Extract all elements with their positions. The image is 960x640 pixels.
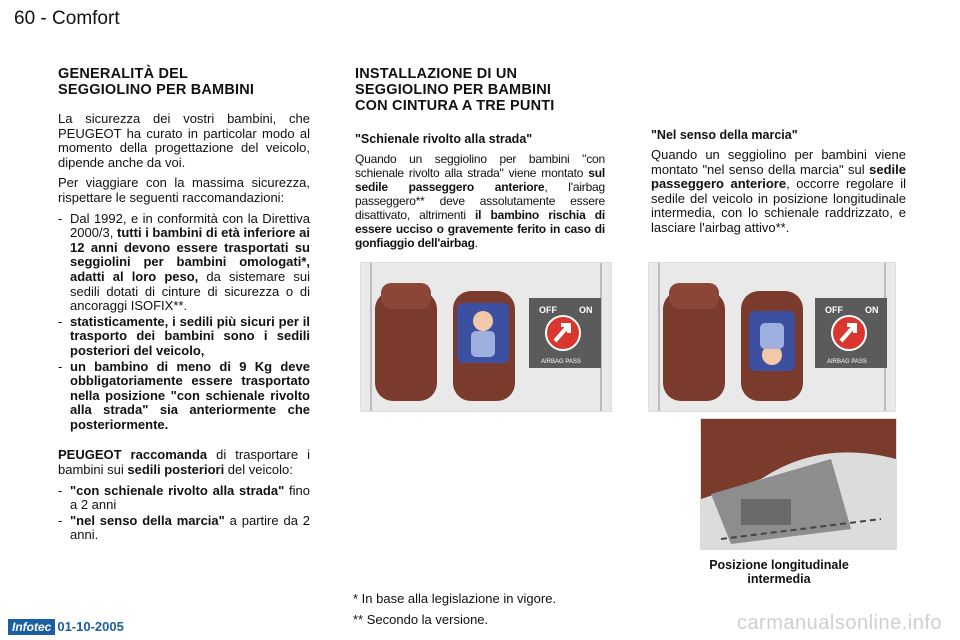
footer-date: 01-10-2005 [57, 619, 124, 634]
recommendation-paragraph: Per viaggiare con la massima sicurezza, rispettare le seguenti raccomandazioni: [58, 175, 310, 205]
page-number: 60 [14, 8, 36, 29]
general-title: GENERALITÀ DEL SEGGIOLINO PER BAMBINI [58, 66, 255, 98]
footnote-1: * In base alla legislazione in vigore. [353, 591, 557, 606]
rear-facing-illustration [360, 262, 612, 412]
off-label: OFF [825, 305, 843, 315]
forward-facing-car-diagram [649, 263, 895, 411]
footer [8, 618, 124, 636]
list-item: - Dal 1992, e in conformità con la Direttiva 2000/3, tutti i bambini di età inferiore ai 12 anni devono essere trasportati su seggiolini per bambini omologati*, adatti al loro peso, da sistemare sui sedili dotati di cinture di sicurezza o di ancoraggi ISOFIX**. [58, 210, 310, 314]
header-separator: - [40, 8, 47, 29]
off-label: OFF [539, 305, 557, 315]
rear-facing-subtitle: "Schienale rivolto alla strada" [355, 132, 533, 146]
airbag-label: AIRBAG PASS [541, 359, 581, 365]
rear-facing-paragraph: Quando un seggiolino per bambini "con schienale rivolto alla strada" viene montato sul sedile passeggero anteriore, l'airbag passeggero** deve assolutamente essere disattivato, altrimenti il bambino rischia di essere ucciso o gravemente ferito in caso di gonfiaggio dell'airbag. [355, 152, 605, 250]
seat-diagram [701, 419, 896, 549]
forward-facing-paragraph: Quando un seggiolino per bambini viene montato "nel senso della marcia" sul sedile passeggero anteriore, occorre regolare il sedile del veicolo in posizione longitudinale intermedia, con lo schienale raddrizzato, e lasciare l'airbag attivo**. [651, 147, 906, 235]
rules-list [58, 212, 310, 433]
on-label: ON [865, 305, 879, 315]
column-installation [355, 66, 605, 256]
list-item: - un bambino di meno di 9 Kg deve obbligatoriamente essere trasportato nella posizione "con schienale rivolto alla strada" sia anteriormente che posteriormente. [58, 358, 310, 432]
airbag-label: AIRBAG PASS [827, 359, 867, 365]
infotec-logo: Infotec [8, 619, 55, 635]
forward-facing-illustration [648, 262, 896, 412]
column-forward-facing [651, 128, 906, 242]
seat-position-illustration [700, 418, 897, 550]
section-title: Comfort [52, 8, 120, 29]
installation-title: INSTALLAZIONE DI UN SEGGIOLINO PER BAMBINI CON CINTURA A TRE PUNTI [355, 66, 555, 114]
list-item: - "con schienale rivolto alla strada" fino a 2 anni [58, 482, 310, 513]
intro-paragraph: La sicurezza dei vostri bambini, che PEUGEOT ha curato in particolar modo al momento della progettazione del veicolo, dipende anche da voi. [58, 111, 310, 170]
footnote-2: ** Secondo la versione. [353, 612, 489, 627]
list-item: - "nel senso della marcia" a partire da 2 anni. [58, 512, 311, 543]
rear-facing-car-diagram [361, 263, 611, 411]
list-item: - statisticamente, i sedili più sicuri per il trasporto dei bambini sono i sedili posteriori del veicolo, [58, 313, 310, 358]
on-label: ON [579, 305, 593, 315]
page-header [14, 8, 120, 30]
seat-caption: Posizione longitudinale intermedia [709, 558, 849, 586]
column-general-info [58, 66, 310, 549]
peugeot-recommends: PEUGEOT raccomanda di trasportare i bambini sui sedili posteriori del veicolo: [58, 447, 310, 478]
watermark: carmanualsonline.info [736, 612, 942, 634]
footnotes [353, 588, 556, 630]
forward-facing-subtitle: "Nel senso della marcia" [651, 128, 798, 142]
age-list [58, 484, 310, 543]
